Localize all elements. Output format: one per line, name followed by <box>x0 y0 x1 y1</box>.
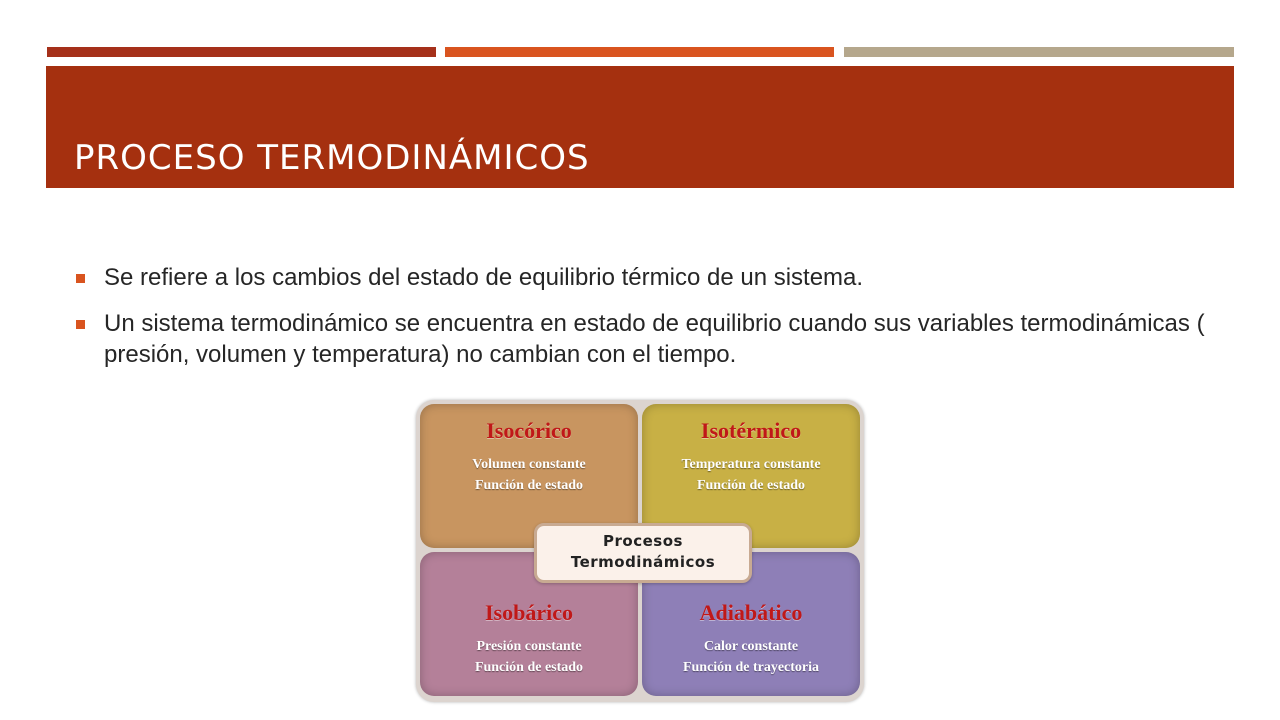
accent-bar-3 <box>844 47 1234 57</box>
quadrant-line: Volumen constante <box>472 457 586 472</box>
bullet-item-2 <box>76 308 1236 370</box>
quadrant-line: Función de estado <box>696 478 806 493</box>
bullet-text-1: Se refiere a los cambios del estado de equilibrio térmico de un sistema. <box>104 264 864 291</box>
quadrant-title: Isobárico <box>485 600 573 625</box>
square-bullet-icon <box>76 320 85 329</box>
slide-title: PROCESO TERMODINÁMICOS <box>74 138 590 178</box>
top-accent-bars <box>47 47 1234 57</box>
quadrant-line: Calor constante <box>703 639 799 654</box>
processes-diagram <box>416 400 864 702</box>
accent-bar-1 <box>47 47 436 57</box>
quadrant-line: Función de estado <box>474 478 584 493</box>
quadrant-title: Adiabático <box>699 600 803 625</box>
quadrant-title: Isotérmico <box>700 418 802 443</box>
title-bar <box>46 66 1234 188</box>
quadrant-title: Isocórico <box>486 418 572 443</box>
center-label-line-1: Procesos <box>603 532 683 550</box>
center-label-box <box>534 523 752 583</box>
quadrant-line: Temperatura constante <box>681 457 821 472</box>
bullet-text-2: Un sistema termodinámico se encuentra en estado de equilibrio cuando sus variables termodinámicas ( presión, volumen y temperatura) no cambian con el tiempo. <box>104 310 1205 368</box>
bullet-item-1 <box>76 262 1236 293</box>
quadrant-line: Presión constante <box>476 639 582 654</box>
quadrant-line: Función de estado <box>474 660 584 675</box>
center-label-line-2: Termodinámicos <box>570 553 716 571</box>
accent-bar-2 <box>445 47 834 57</box>
bullet-list <box>76 262 1236 385</box>
quadrant-line: Función de trayectoria <box>682 660 820 675</box>
square-bullet-icon <box>76 274 85 283</box>
